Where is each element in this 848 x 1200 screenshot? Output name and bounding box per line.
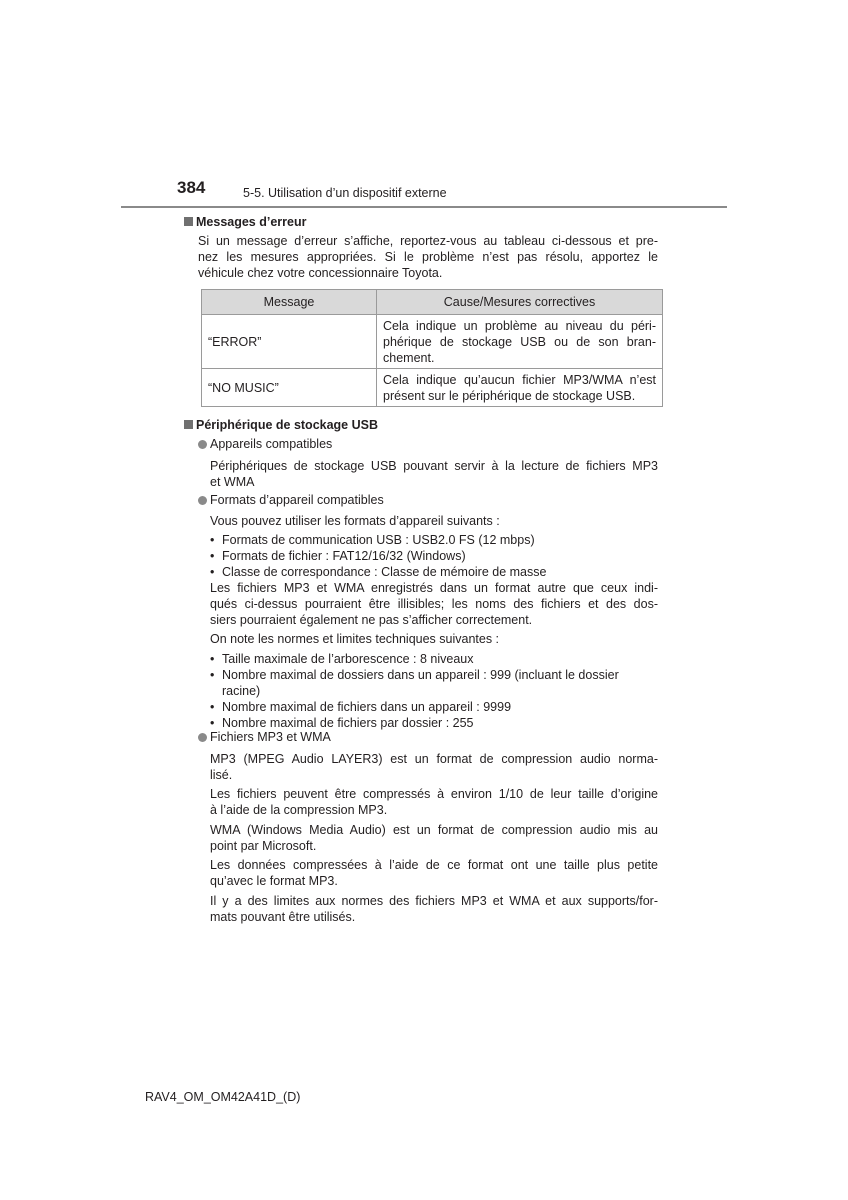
text-line: qu’avec le format MP3.	[210, 874, 338, 888]
mp3-para	[210, 751, 658, 783]
list-item-text: Nombre maximal de fichiers dans un appareil : 9999	[222, 700, 512, 714]
table-row	[202, 369, 663, 407]
list-item-text: Nombre maximal de dossiers dans un appareil : 999 (incluant le dossier	[222, 668, 619, 682]
subheading-text: Formats d’appareil compatibles	[210, 493, 384, 507]
formats-list	[210, 532, 658, 580]
list-item-text: Formats de fichier : FAT12/16/32 (Windows)	[222, 549, 466, 563]
formats-note	[210, 580, 658, 628]
usb-heading	[184, 418, 378, 432]
text-line: chement.	[383, 350, 435, 365]
list-item-text: Nombre maximal de fichiers par dossier : 255	[222, 716, 474, 730]
text-line: Cela indique qu’aucun fichier MP3/WMA n’est	[383, 372, 656, 387]
limits-list	[210, 651, 658, 731]
list-item	[210, 699, 658, 715]
list-item	[210, 532, 658, 548]
bullet-icon: •	[210, 565, 215, 579]
formats-intro	[210, 513, 658, 529]
bullet-icon: •	[210, 700, 215, 714]
document-code: RAV4_OM_OM42A41D_(D)	[145, 1090, 301, 1104]
compatible-devices-heading	[198, 437, 332, 451]
cause-cell	[377, 315, 663, 369]
square-bullet-icon	[184, 217, 193, 226]
table-row	[202, 315, 663, 369]
message-cell: “NO MUSIC”	[202, 369, 377, 407]
text-line: Périphériques de stockage USB pouvant servir à la lecture de fichiers MP3	[210, 459, 658, 473]
section-title: 5-5. Utilisation d’un dispositif externe	[243, 186, 447, 200]
list-item	[210, 564, 658, 580]
page-number: 384	[177, 178, 206, 197]
circle-bullet-icon	[198, 733, 207, 742]
mp3-wma-heading	[198, 730, 331, 744]
text-line: Les fichiers peuvent être compressés à environ 1/10 de leur taille d’origine	[210, 787, 658, 801]
text-line: lisé.	[210, 768, 233, 782]
bullet-icon: •	[210, 549, 215, 563]
text-line: Il y a des limites aux normes des fichiers MP3 et WMA et aux supports/for-	[210, 894, 658, 908]
message-cell: “ERROR”	[202, 315, 377, 369]
text-line: WMA (Windows Media Audio) est un format de compression audio mis au	[210, 823, 658, 837]
list-item-text: Formats de communication USB : USB2.0 FS (12 mbps)	[222, 533, 535, 547]
list-item	[210, 548, 658, 564]
bullet-icon: •	[210, 716, 215, 730]
compressed-size-para	[210, 857, 658, 889]
list-item	[210, 715, 658, 731]
list-item	[210, 667, 658, 699]
text-line: à l’aide de la compression MP3.	[210, 803, 388, 817]
compatible-formats-heading	[198, 493, 384, 507]
text-line: Cela indique un problème au niveau du péri-	[383, 318, 656, 333]
square-bullet-icon	[184, 420, 193, 429]
compatible-devices-text	[210, 458, 658, 490]
limits-intro	[210, 631, 658, 647]
text-line: siers pourraient également ne pas s’afficher correctement.	[210, 613, 533, 627]
text-line: point par Microsoft.	[210, 839, 317, 853]
text-line: nez les mesures appropriées. Si le problème n’est pas résolu, apportez le	[198, 250, 658, 264]
page-header	[177, 178, 727, 208]
text-line: véhicule chez votre concessionnaire Toyota.	[198, 266, 443, 280]
list-item-text: Taille maximale de l’arborescence : 8 niveaux	[222, 652, 474, 666]
text-line: présent sur le périphérique de stockage USB.	[383, 388, 636, 403]
text-line: MP3 (MPEG Audio LAYER3) est un format de compression audio norma-	[210, 752, 658, 766]
column-header-message: Message	[202, 290, 377, 315]
text-line: On note les normes et limites techniques suivantes :	[210, 632, 500, 646]
bullet-icon: •	[210, 668, 215, 682]
text-line: Vous pouvez utiliser les formats d’appareil suivants :	[210, 514, 500, 528]
cause-cell	[377, 369, 663, 407]
list-item	[210, 651, 658, 667]
text-line: et WMA	[210, 475, 255, 489]
compression-para	[210, 786, 658, 818]
text-line: qués ci-dessus pourraient être illisibles; les noms des fichiers et des dos-	[210, 597, 658, 611]
circle-bullet-icon	[198, 440, 207, 449]
errors-heading	[184, 215, 306, 229]
error-table	[201, 289, 663, 407]
wma-para	[210, 822, 658, 854]
text-line: Les données compressées à l’aide de ce format ont une taille plus petite	[210, 858, 658, 872]
text-line: Si un message d’erreur s’affiche, reportez-vous au tableau ci-dessous et pre-	[198, 234, 658, 248]
table-header-row	[202, 290, 663, 315]
errors-heading-text: Messages d’erreur	[196, 215, 307, 229]
usb-heading-text: Périphérique de stockage USB	[196, 418, 379, 432]
column-header-cause: Cause/Mesures correctives	[377, 290, 663, 315]
list-item-text: Classe de correspondance : Classe de mémoire de masse	[222, 565, 547, 579]
bullet-icon: •	[210, 533, 215, 547]
subheading-text: Fichiers MP3 et WMA	[210, 730, 331, 744]
subheading-text: Appareils compatibles	[210, 437, 333, 451]
circle-bullet-icon	[198, 496, 207, 505]
errors-intro	[198, 233, 658, 281]
list-item-text: racine)	[222, 684, 261, 698]
text-line: Les fichiers MP3 et WMA enregistrés dans un format autre que ceux indi-	[210, 581, 658, 595]
limits-para	[210, 893, 658, 925]
bullet-icon: •	[210, 652, 215, 666]
header-rule	[121, 206, 727, 208]
text-line: mats pouvant être utilisés.	[210, 910, 356, 924]
text-line: phérique de stockage USB ou de son bran-	[383, 334, 656, 349]
